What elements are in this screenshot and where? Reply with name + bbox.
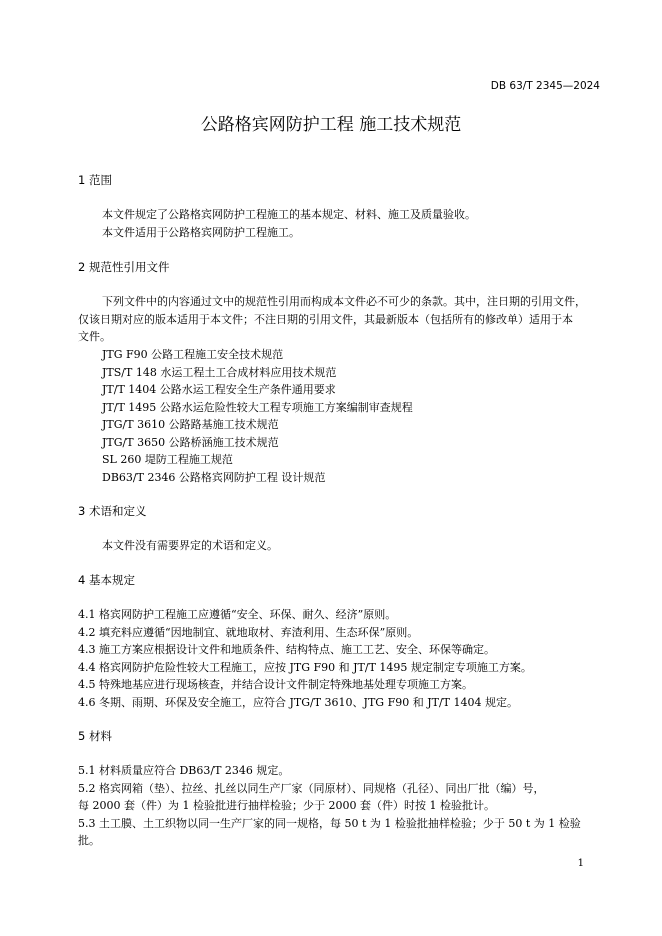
- page-number: 1: [577, 858, 584, 869]
- clause-4-3: 4.3 施工方案应根据设计文件和地质条件、结构特点、施工工艺、安全、环保等确定。: [78, 643, 495, 656]
- clause-4-1: 4.1 格宾网防护工程施工应遵循“安全、环保、耐久、经济”原则。: [78, 608, 397, 621]
- section-1-heading: 1 范围: [78, 173, 112, 187]
- section-2-intro-line-3: 文件。: [78, 330, 111, 343]
- clause-5-2-line-2: 每 2000 套（件）为 1 检验批进行抽样检验；少于 2000 套（件）时按 1 检验批计。: [78, 799, 495, 812]
- reference-item: DB63/T 2346 公路格宾网防护工程 设计规范: [102, 471, 326, 484]
- section-3-heading: 3 术语和定义: [78, 504, 147, 518]
- document-number: DB 63/T 2345—2024: [490, 80, 600, 92]
- reference-item: JTG/T 3610 公路路基施工技术规范: [102, 418, 279, 431]
- reference-item: JTG F90 公路工程施工安全技术规范: [102, 348, 284, 361]
- section-3-paragraph: 本文件没有需要界定的术语和定义。: [102, 539, 278, 552]
- section-4-heading: 4 基本规定: [78, 573, 135, 587]
- page-title: 公路格宾网防护工程 施工技术规范: [200, 115, 462, 135]
- clause-5-3-line-2: 批。: [78, 834, 100, 847]
- reference-item: SL 260 堤防工程施工规范: [102, 453, 233, 466]
- section-2-intro-line-1: 下列文件中的内容通过文中的规范性引用而构成本文件必不可少的条款。其中，注日期的引用文件，: [102, 295, 586, 308]
- section-1-paragraph-1: 本文件规定了公路格宾网防护工程施工的基本规定、材料、施工及质量验收。: [102, 208, 476, 221]
- clause-4-2: 4.2 填充料应遵循“因地制宜、就地取材、弃渣利用、生态环保”原则。: [78, 626, 419, 639]
- clause-4-6: 4.6 冬期、雨期、环保及安全施工，应符合 JTG/T 3610、JTG F90 和 JT/T 1404 规定。: [78, 696, 518, 709]
- clause-5-2-line-1: 5.2 格宾网箱（垫）、拉丝、扎丝以同生产厂家（同原材）、同规格（孔径）、同出厂批（编）号，: [78, 782, 545, 795]
- reference-item: JTS/T 148 水运工程土工合成材料应用技术规范: [102, 366, 337, 379]
- clause-5-3-line-1: 5.3 土工膜、土工织物以同一生产厂家的同一规格，每 50 t 为 1 检验批抽样检验；少于 50 t 为 1 检验: [78, 817, 581, 830]
- reference-item: JT/T 1404 公路水运工程安全生产条件通用要求: [102, 383, 336, 396]
- clause-5-1: 5.1 材料质量应符合 DB63/T 2346 规定。: [78, 764, 290, 777]
- reference-item: JTG/T 3650 公路桥涵施工技术规范: [102, 436, 279, 449]
- section-2-heading: 2 规范性引用文件: [78, 260, 170, 274]
- reference-item: JT/T 1495 公路水运危险性较大工程专项施工方案编制审查规程: [102, 401, 413, 414]
- section-5-heading: 5 材料: [78, 729, 112, 743]
- section-1-paragraph-2: 本文件适用于公路格宾网防护工程施工。: [102, 226, 300, 239]
- clause-4-4: 4.4 格宾网防护危险性较大工程施工，应按 JTG F90 和 JT/T 1495 规定制定专项施工方案。: [78, 661, 532, 674]
- clause-4-5: 4.5 特殊地基应进行现场核查，并结合设计文件制定特殊地基处理专项施工方案。: [78, 678, 473, 691]
- section-2-intro-line-2: 仅该日期对应的版本适用于本文件；不注日期的引用文件，其最新版本（包括所有的修改单）适用于本: [78, 313, 573, 326]
